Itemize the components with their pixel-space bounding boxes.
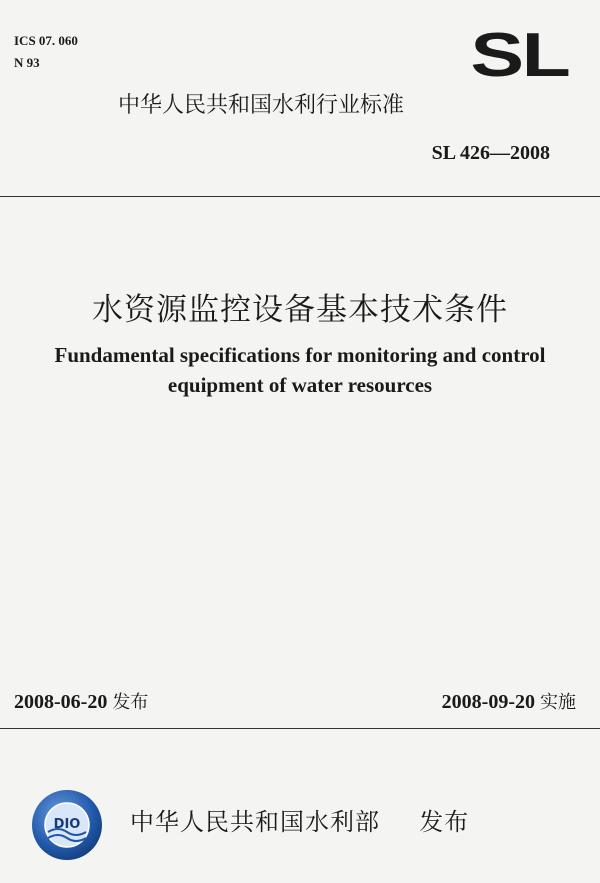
implement-label: 实施 xyxy=(540,692,576,713)
title-english-line2: equipment of water resources xyxy=(167,373,433,397)
standard-category: 中华人民共和国水利行业标准 xyxy=(118,93,405,118)
classification-codes xyxy=(14,30,78,74)
ics-code: ICS 07. 060 xyxy=(14,33,78,48)
ccs-code: N 93 xyxy=(14,55,40,70)
issue-date-block xyxy=(14,688,148,714)
issue-date: 2008-06-20 xyxy=(14,691,108,713)
implement-date-block xyxy=(442,688,576,714)
publisher-name: 中华人民共和国水利部 xyxy=(130,808,380,836)
standard-number: SL 426—2008 xyxy=(431,142,550,164)
emblem-text: DIO xyxy=(53,817,81,832)
title-english-line1: Fundamental specifications for monitoring and control xyxy=(54,343,546,367)
implement-date: 2008-09-20 xyxy=(441,691,535,713)
title-english xyxy=(0,340,600,400)
top-divider xyxy=(0,196,600,197)
ministry-emblem-icon xyxy=(30,788,104,862)
issue-label: 发布 xyxy=(112,692,149,713)
sl-logo: SL xyxy=(470,21,568,90)
bottom-divider xyxy=(0,728,600,729)
title-chinese: 水资源监控设备基本技术条件 xyxy=(92,292,508,328)
publish-label: 发布 xyxy=(419,808,470,836)
publisher-line xyxy=(130,802,469,837)
